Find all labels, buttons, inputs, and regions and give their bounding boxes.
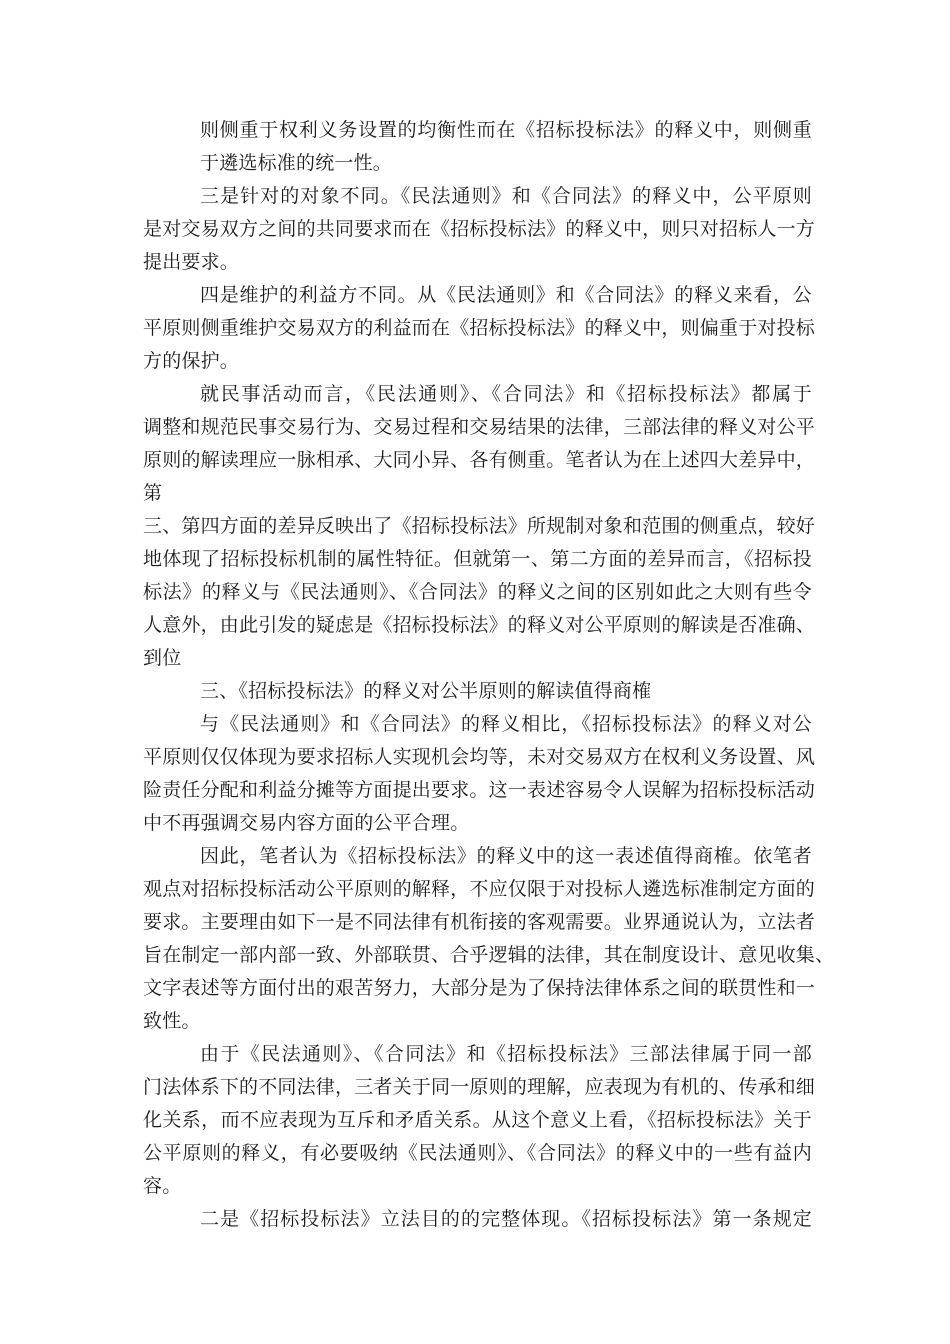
text-line: 第	[143, 482, 163, 504]
text-line: 险责任分配和利益分摊等方面提出要求。这一表述容易令人误解为招标投标活动	[143, 779, 816, 801]
text-line: 是对交易双方之间的共同要求而在《招标投标法》的释义中，则只对招标人一方	[143, 218, 816, 240]
text-line: 方的保护。	[143, 350, 240, 372]
text-line: 文字表述等方面付出的艰苦努力，大部分是为了保持法律体系之间的联贯性和一	[143, 977, 816, 999]
text-line: 平原则侧重维护交易双方的利益而在《招标投标法》的释义中，则偏重于对投标	[143, 317, 816, 339]
text-line: 原则的解读理应一脉相承、大同小异、各有侧重。笔者认为在上述四大差异中，	[143, 449, 816, 471]
text-line: 就民事活动而言，《民法通则》、《合同法》和《招标投标法》都属于	[200, 383, 812, 405]
text-line: 地体现了招标投标机制的属性特征。但就第一、第二方面的差异而言，《招标投	[143, 548, 812, 570]
text-line: 则侧重于权利义务设置的均衡性而在《招标投标法》的释义中，则侧重	[200, 119, 812, 141]
text-line: 到位	[143, 647, 182, 669]
text-line: 要求。主要理由如下一是不同法律有机衔接的客观需要。业界通说认为，立法者	[143, 911, 816, 933]
text-line: 容。	[143, 1175, 182, 1197]
text-line: 提出要求。	[143, 251, 240, 273]
text-line: 致性。	[143, 1010, 201, 1032]
text-line: 门法体系下的不同法律，三者关于同一原则的理解，应表现为有机的、传承和细	[143, 1076, 816, 1098]
text-line: 三是针对的对象不同。《民法通则》和《合同法》的释义中，公平原则	[200, 185, 812, 207]
text-line: 化关系，而不应表现为互斥和矛盾关系。从这个意义上看，《招标投标法》关于	[143, 1109, 812, 1131]
text-line: 调整和规范民事交易行为、交易过程和交易结果的法律，三部法律的释义对公平	[143, 416, 816, 438]
text-line: 由于《民法通则》、《合同法》和《招标投标法》三部法律属于同一部	[200, 1043, 812, 1065]
text-line: 人意外，由此引发的疑虑是《招标投标法》的释义对公平原则的解读是否准确、	[143, 614, 816, 636]
text-line: 因此，笔者认为《招标投标法》的释义中的这一表述值得商榷。依笔者	[200, 845, 812, 867]
section-heading: 三、《招标投标法》的释义对公半原则的解读值得商榷	[200, 680, 652, 702]
text-line: 旨在制定一部内部一致、外部联贯、合乎逻辑的法律，其在制度设计、意见收集、	[143, 944, 835, 966]
text-line: 标法》的释义与《民法通则》、《合同法》的释义之间的区别如此之大则有些令	[143, 581, 812, 603]
text-line: 与《民法通则》和《合同法》的释义相比，《招标投标法》的释义对公	[200, 713, 812, 735]
text-line: 二是《招标投标法》立法目的的完整体现。《招标投标法》第一条规定	[200, 1208, 812, 1230]
text-line: 四是维护的利益方不同。从《民法通则》和《合同法》的释义来看，公	[200, 284, 812, 306]
text-line: 公平原则的释义，有必要吸纳《民法通则》、《合同法》的释义中的一些有益内	[143, 1142, 812, 1164]
text-line: 中不再强调交易内容方面的公平合理。	[143, 812, 470, 834]
text-line: 观点对招标投标活动公平原则的解释，不应仅限于对投标人遴选标准制定方面的	[143, 878, 816, 900]
text-line: 三、第四方面的差异反映出了《招标投标法》所规制对象和范围的侧重点，较好	[143, 515, 816, 537]
text-line: 于遴选标准的统一性。	[200, 152, 393, 174]
text-line: 平原则仅仅体现为要求招标人实现机会均等，未对交易双方在权利义务设置、风	[143, 746, 816, 768]
